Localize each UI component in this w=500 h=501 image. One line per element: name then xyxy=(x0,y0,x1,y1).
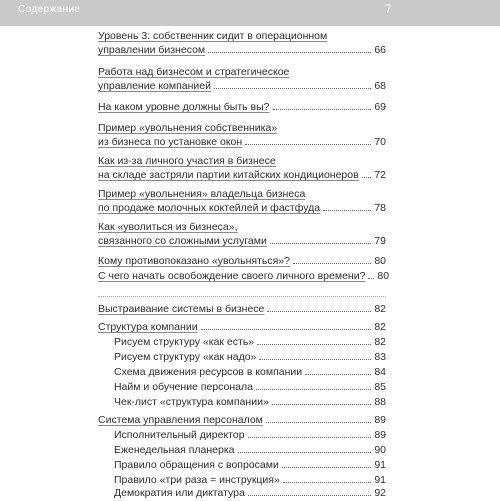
toc-entry-title: С чего начать освобождение своего личного времени? xyxy=(98,270,366,282)
toc-entry[interactable] xyxy=(114,336,386,350)
toc-entry[interactable] xyxy=(114,381,386,395)
toc-entry[interactable] xyxy=(114,351,386,365)
toc-entry[interactable] xyxy=(98,66,386,94)
toc-entry[interactable] xyxy=(114,474,386,488)
toc-entry-line: Пример «увольнения собственника» xyxy=(98,122,278,134)
leader-dots xyxy=(305,374,371,375)
toc-entry-title: управлении бизнесом xyxy=(98,43,206,56)
running-header-title: Содержание xyxy=(18,4,81,15)
toc-entry[interactable] xyxy=(114,366,386,380)
toc-entry-title: Правило «три раза = инструкция» xyxy=(114,474,280,486)
leader-dots xyxy=(362,177,372,178)
toc-entry-page: 91 xyxy=(374,459,386,471)
toc-entry[interactable] xyxy=(114,459,386,473)
leader-dots xyxy=(273,109,372,110)
toc-entry-page: 82 xyxy=(374,336,386,348)
toc-entry-title: Найм и обучение персонала xyxy=(114,381,253,393)
toc-entry-page: 82 xyxy=(374,321,386,333)
toc-entry-title: связанного со сложными услугами xyxy=(98,234,267,247)
section-divider xyxy=(98,296,386,297)
toc-entry-line: Уровень 3: собственник сидит в операционном xyxy=(98,30,328,42)
leader-dots xyxy=(270,243,371,244)
toc-entry-line: Как из-за личного участия в бизнесе xyxy=(98,155,276,167)
toc-entry-page: 90 xyxy=(374,444,386,456)
toc-entry-page: 85 xyxy=(374,381,386,393)
toc-entry-title: Выстраивание системы в бизнесе xyxy=(98,303,265,315)
leader-dots xyxy=(266,422,371,423)
leader-dots xyxy=(272,404,372,405)
toc-entry[interactable] xyxy=(98,321,386,335)
toc-entry[interactable] xyxy=(98,221,386,249)
toc-entry[interactable] xyxy=(98,188,386,216)
toc-entry-title: Рисуем структуру «как есть» xyxy=(114,336,255,348)
toc-entry[interactable] xyxy=(114,429,386,443)
toc-entry-title: Система управления персоналом xyxy=(98,414,263,426)
leader-dots xyxy=(201,329,372,330)
toc-entry-line: Пример «увольнения» владельца бизнеса xyxy=(98,188,306,200)
toc-entry-title: Еженедельная планерка xyxy=(114,444,235,456)
toc-entry-title: из бизнеса по установке окон xyxy=(98,135,243,148)
toc-entry-page: 88 xyxy=(374,396,386,408)
toc-entry-page: 89 xyxy=(374,414,386,426)
toc-entry-title: на складе застряли партии китайских кондиционеров xyxy=(98,168,359,181)
toc-entry-page: 70 xyxy=(374,135,386,148)
toc-entry-line: Как «уволиться из бизнеса», xyxy=(98,221,238,233)
toc-entry-page: 72 xyxy=(374,168,386,181)
toc-entry[interactable] xyxy=(98,414,386,428)
toc-entry-page: 84 xyxy=(374,366,386,378)
toc-entry-title: Чек-лист «структура компании» xyxy=(114,396,269,408)
toc-entry[interactable] xyxy=(98,30,386,58)
toc-entry-page: 80 xyxy=(377,270,390,282)
toc-entry-page: 89 xyxy=(374,429,386,441)
toc-entry-title: управление компанией xyxy=(98,79,212,92)
leader-dots xyxy=(323,210,371,211)
toc-entry-line: Работа над бизнесом и стратегическое xyxy=(98,66,290,78)
leader-dots xyxy=(293,263,371,264)
toc-entry-page: 82 xyxy=(374,303,386,315)
toc-entry-page: 83 xyxy=(374,351,386,363)
toc-entry-page: 66 xyxy=(374,43,386,56)
leader-dots xyxy=(259,359,371,360)
leader-dots xyxy=(256,389,371,390)
toc-entry-page: 69 xyxy=(374,101,386,113)
toc-entry-title: Схема движения ресурсов в компании xyxy=(114,366,303,378)
leader-dots xyxy=(214,88,371,89)
toc-entry[interactable] xyxy=(114,444,386,458)
toc-entry-title: Рисуем структуру «как надо» xyxy=(114,351,257,363)
leader-dots xyxy=(257,344,371,345)
toc-entry-title: Кому противопоказано «увольняться»? xyxy=(98,255,290,267)
toc-entry[interactable] xyxy=(98,122,386,150)
toc-entry[interactable] xyxy=(98,155,386,183)
toc-entry[interactable] xyxy=(114,487,386,501)
toc-entry[interactable] xyxy=(98,270,390,284)
toc-entry-title: Демократия или диктатура xyxy=(114,487,245,499)
toc-entry-title: Правило обращения с вопросами xyxy=(114,459,279,471)
toc-entry-page: 91 xyxy=(374,474,386,486)
toc-entry-page: 92 xyxy=(374,487,386,499)
toc-entry[interactable] xyxy=(98,255,386,269)
leader-dots xyxy=(248,495,371,496)
toc-entry-title: Исполнительный директор xyxy=(114,429,245,441)
toc-entry-page: 68 xyxy=(374,79,386,92)
toc-entry[interactable] xyxy=(114,396,386,410)
leader-dots xyxy=(282,467,371,468)
leader-dots xyxy=(368,278,374,279)
page-number: 7 xyxy=(385,2,392,16)
leader-dots xyxy=(238,452,372,453)
toc-entry-page: 79 xyxy=(374,234,386,247)
leader-dots xyxy=(245,144,371,145)
toc-entry-title: по продаже молочных коктейлей и фастфуда xyxy=(98,201,321,214)
leader-dots xyxy=(283,482,371,483)
toc-entry-title: Структура компании xyxy=(98,321,198,333)
toc-entry[interactable] xyxy=(98,303,386,317)
leader-dots xyxy=(208,52,371,53)
toc-entry[interactable] xyxy=(98,101,386,115)
leader-dots xyxy=(248,437,372,438)
leader-dots xyxy=(267,311,371,312)
toc-entry-page: 80 xyxy=(374,255,386,267)
toc-entry-title: На каком уровне должны быть вы? xyxy=(98,101,270,113)
toc-entry-page: 78 xyxy=(374,201,386,214)
